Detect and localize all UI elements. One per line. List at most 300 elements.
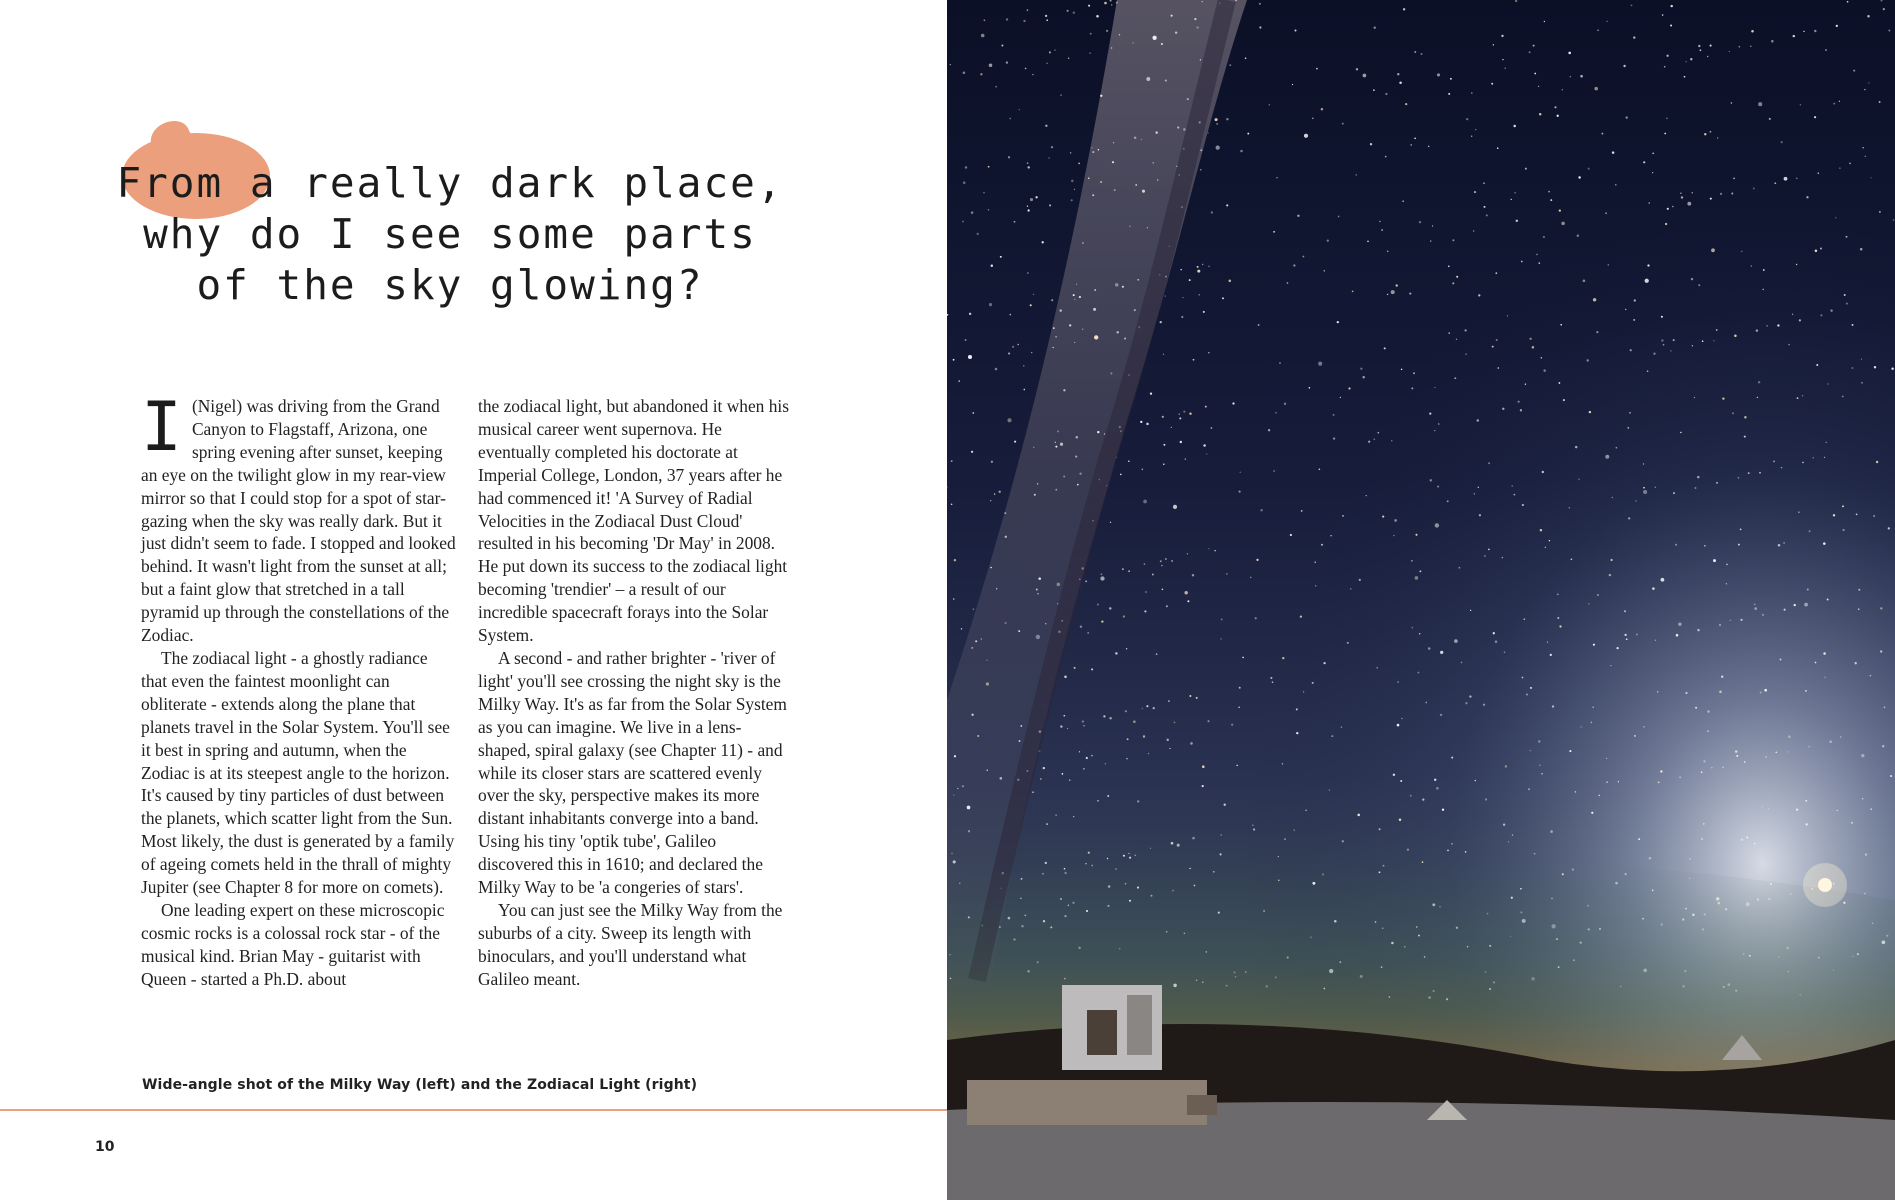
- star: [1385, 93, 1387, 95]
- star: [1796, 177, 1798, 179]
- star: [1823, 542, 1826, 545]
- star: [1812, 457, 1814, 459]
- star: [1452, 282, 1454, 284]
- star: [1085, 580, 1087, 582]
- star: [1410, 144, 1412, 146]
- star: [1874, 366, 1876, 368]
- star: [1483, 704, 1485, 706]
- star: [1045, 15, 1047, 17]
- star: [1156, 653, 1158, 655]
- star: [1316, 68, 1318, 70]
- star: [1624, 610, 1626, 612]
- star: [1687, 202, 1691, 206]
- star: [1205, 406, 1207, 408]
- star: [1662, 14, 1664, 16]
- star: [1160, 560, 1162, 562]
- star: [1710, 45, 1712, 47]
- star: [1115, 652, 1118, 655]
- star: [1893, 219, 1895, 221]
- star: [1447, 500, 1449, 502]
- star: [1836, 25, 1838, 27]
- star: [1255, 617, 1257, 619]
- star: [1842, 529, 1844, 531]
- star: [1815, 662, 1817, 664]
- star: [1397, 724, 1400, 727]
- star: [1200, 149, 1202, 151]
- star: [1403, 8, 1405, 10]
- star: [1803, 31, 1804, 32]
- star: [1884, 707, 1886, 709]
- star: [1165, 79, 1167, 81]
- star: [1434, 430, 1435, 431]
- star: [1815, 250, 1818, 253]
- star: [1760, 692, 1762, 694]
- star: [1360, 368, 1362, 370]
- star: [1692, 345, 1693, 346]
- star: [1601, 133, 1603, 135]
- star: [989, 303, 992, 306]
- star: [1014, 221, 1016, 223]
- star: [1337, 321, 1339, 323]
- star: [1202, 765, 1205, 768]
- star: [1004, 512, 1006, 514]
- star: [995, 368, 998, 371]
- star: [1870, 675, 1872, 677]
- star: [1282, 657, 1284, 659]
- star: [1720, 193, 1722, 195]
- star: [1206, 453, 1207, 454]
- star: [1162, 416, 1164, 418]
- star: [1751, 265, 1752, 266]
- star: [1114, 189, 1116, 191]
- star: [1146, 705, 1148, 707]
- star: [1464, 329, 1466, 331]
- star: [984, 19, 986, 21]
- drop-cap: I: [141, 388, 182, 467]
- star: [1804, 603, 1808, 607]
- star: [1719, 691, 1722, 694]
- star: [1826, 442, 1827, 443]
- star: [1689, 858, 1691, 860]
- star: [1541, 773, 1543, 775]
- star: [1452, 239, 1454, 241]
- star: [1744, 416, 1747, 419]
- star: [1691, 278, 1693, 280]
- star: [1189, 695, 1191, 697]
- star: [1612, 151, 1615, 154]
- star: [1229, 280, 1232, 283]
- star: [1402, 201, 1403, 202]
- star: [1073, 294, 1075, 296]
- star: [1777, 324, 1779, 326]
- star: [1057, 603, 1058, 604]
- star: [1488, 549, 1490, 551]
- star: [1526, 693, 1528, 695]
- star: [1761, 806, 1762, 807]
- star: [1568, 52, 1571, 55]
- star: [1417, 672, 1419, 674]
- star: [1111, 47, 1112, 48]
- star: [1796, 264, 1797, 265]
- star: [1448, 93, 1450, 95]
- star: [1415, 534, 1417, 536]
- star: [1534, 853, 1536, 855]
- star: [1491, 83, 1493, 85]
- star: [1716, 329, 1718, 331]
- star: [1077, 484, 1079, 486]
- star: [1098, 149, 1100, 151]
- star: [953, 794, 954, 795]
- star: [1711, 767, 1713, 769]
- star: [1516, 220, 1518, 222]
- star: [1625, 309, 1626, 310]
- star: [1239, 491, 1241, 493]
- star: [1820, 314, 1822, 316]
- star: [1203, 444, 1206, 447]
- star: [1430, 479, 1432, 481]
- star: [1129, 225, 1130, 226]
- star: [990, 500, 991, 501]
- star: [1673, 339, 1675, 341]
- star: [1378, 432, 1380, 434]
- star: [1027, 205, 1028, 206]
- chapter-title: [110, 158, 790, 311]
- star: [1549, 540, 1550, 541]
- star: [1563, 399, 1565, 401]
- star: [1647, 264, 1649, 266]
- star: [1070, 152, 1071, 153]
- star: [995, 86, 997, 88]
- star: [1329, 789, 1330, 790]
- star: [1518, 401, 1520, 403]
- star: [1891, 368, 1893, 370]
- star: [971, 714, 973, 716]
- star: [1814, 116, 1816, 118]
- star: [1134, 309, 1136, 311]
- star: [1436, 787, 1439, 790]
- star: [1067, 728, 1068, 729]
- star: [1492, 346, 1494, 348]
- star: [1862, 798, 1864, 800]
- star: [1474, 493, 1475, 494]
- star: [1409, 293, 1411, 295]
- star: [1559, 209, 1561, 211]
- star: [1153, 162, 1154, 163]
- star: [1440, 651, 1443, 654]
- star: [1055, 446, 1057, 448]
- star: [1707, 710, 1709, 712]
- star: [1074, 667, 1076, 669]
- star: [951, 504, 953, 506]
- star: [1844, 294, 1846, 296]
- star: [1830, 309, 1832, 311]
- star: [1171, 15, 1173, 17]
- star: [1731, 193, 1733, 195]
- star: [1063, 715, 1065, 717]
- star: [1134, 855, 1136, 857]
- star: [1479, 514, 1481, 516]
- star: [1413, 372, 1415, 374]
- body-paragraph: [141, 388, 456, 647]
- star: [1503, 824, 1505, 826]
- star: [1591, 812, 1593, 814]
- star: [1368, 441, 1370, 443]
- star: [1303, 256, 1305, 258]
- star: [1428, 146, 1429, 147]
- star: [1401, 369, 1402, 370]
- star: [1864, 89, 1865, 90]
- star: [1731, 102, 1732, 103]
- star: [1547, 641, 1548, 642]
- star: [1792, 314, 1793, 315]
- star: [1609, 574, 1611, 576]
- star: [1849, 163, 1851, 165]
- star: [1009, 314, 1011, 316]
- star: [1568, 507, 1570, 509]
- star: [1055, 489, 1057, 491]
- star: [1312, 682, 1314, 684]
- star: [1060, 94, 1062, 96]
- star: [1764, 689, 1767, 692]
- star: [1160, 321, 1162, 323]
- star: [1888, 30, 1890, 32]
- star: [1839, 101, 1840, 102]
- star: [1475, 129, 1476, 130]
- star: [1067, 10, 1069, 12]
- star: [1009, 118, 1011, 120]
- star: [1652, 587, 1655, 590]
- star: [1697, 476, 1700, 479]
- star: [1504, 67, 1505, 68]
- star: [1014, 441, 1016, 443]
- star: [1665, 223, 1667, 225]
- star: [1829, 740, 1832, 743]
- star: [1305, 810, 1307, 812]
- star: [953, 359, 955, 361]
- star: [1215, 118, 1218, 121]
- star: [1373, 89, 1375, 91]
- star: [1470, 610, 1471, 611]
- star: [1717, 137, 1718, 138]
- star: [1478, 487, 1479, 488]
- star: [1525, 168, 1527, 170]
- star: [1110, 522, 1111, 523]
- star: [1828, 383, 1829, 384]
- star: [1133, 720, 1136, 723]
- star: [1704, 133, 1706, 135]
- star: [1020, 725, 1022, 727]
- star: [1432, 225, 1433, 226]
- star: [1855, 662, 1857, 664]
- star: [1175, 31, 1177, 33]
- star: [1086, 757, 1088, 759]
- star: [1124, 337, 1126, 339]
- star: [1618, 781, 1619, 782]
- star: [1359, 579, 1361, 581]
- star: [1183, 128, 1186, 131]
- star: [1751, 30, 1754, 33]
- star: [1471, 92, 1472, 93]
- star: [1259, 26, 1261, 28]
- star: [1596, 331, 1598, 333]
- star: [1411, 560, 1413, 562]
- star: [1741, 838, 1743, 840]
- star: [1055, 336, 1057, 338]
- star: [1862, 147, 1863, 148]
- star: [1270, 677, 1272, 679]
- star: [1169, 748, 1170, 749]
- star: [1027, 209, 1029, 211]
- star: [977, 735, 979, 737]
- star: [1092, 194, 1094, 196]
- star: [1670, 5, 1672, 7]
- star: [1202, 785, 1204, 787]
- star: [1133, 42, 1134, 43]
- star: [1190, 742, 1193, 745]
- star: [1729, 51, 1730, 52]
- star: [954, 559, 956, 561]
- star: [1806, 196, 1808, 198]
- star: [1783, 542, 1785, 544]
- star: [1827, 599, 1829, 601]
- star: [1106, 30, 1108, 32]
- star: [1032, 74, 1033, 75]
- star: [1104, 433, 1105, 434]
- star: [1097, 431, 1099, 433]
- star: [1679, 776, 1681, 778]
- star: [1367, 241, 1369, 243]
- star: [1448, 266, 1450, 268]
- star: [1856, 514, 1858, 516]
- star: [1694, 397, 1695, 398]
- star: [1327, 239, 1329, 241]
- star: [1702, 340, 1704, 342]
- star: [1163, 444, 1165, 446]
- star: [1379, 221, 1381, 223]
- star: [1434, 779, 1436, 781]
- star: [1809, 530, 1811, 532]
- star: [1105, 763, 1107, 765]
- star: [1695, 487, 1697, 489]
- star: [1465, 353, 1466, 354]
- star: [1450, 78, 1452, 80]
- star: [1239, 687, 1241, 689]
- star: [1163, 463, 1164, 464]
- star: [1019, 109, 1020, 110]
- star: [1143, 500, 1147, 504]
- star: [1113, 142, 1114, 143]
- star: [1538, 740, 1540, 742]
- star: [1096, 15, 1099, 18]
- star: [1352, 291, 1354, 293]
- night-sky-photo: [947, 0, 1895, 1200]
- star: [1107, 858, 1108, 859]
- star: [1550, 654, 1552, 656]
- star: [1681, 196, 1683, 198]
- star: [1532, 346, 1535, 349]
- star: [1128, 853, 1129, 854]
- star: [1137, 279, 1139, 281]
- star: [994, 493, 995, 494]
- star: [1150, 848, 1151, 849]
- star: [1080, 626, 1082, 628]
- star: [1100, 181, 1102, 183]
- star: [1870, 808, 1872, 810]
- star: [1119, 34, 1120, 35]
- star: [1545, 547, 1546, 548]
- star: [1709, 131, 1711, 133]
- star: [1816, 364, 1818, 366]
- star: [1580, 75, 1583, 78]
- star: [1203, 311, 1205, 313]
- star: [1240, 150, 1243, 153]
- star: [1379, 828, 1381, 830]
- star: [1544, 21, 1545, 22]
- star: [1333, 414, 1335, 416]
- star: [1269, 104, 1270, 105]
- star: [1145, 591, 1146, 592]
- star: [1698, 284, 1700, 286]
- star: [1800, 104, 1802, 106]
- star: [1560, 324, 1562, 326]
- star: [1370, 143, 1372, 145]
- star: [1357, 814, 1360, 817]
- star: [1057, 583, 1061, 587]
- star: [1652, 152, 1654, 154]
- star: [1036, 589, 1038, 591]
- star: [1799, 319, 1801, 321]
- star: [1082, 242, 1084, 244]
- star: [1216, 123, 1218, 125]
- star: [1541, 357, 1543, 359]
- star: [1296, 732, 1298, 734]
- star: [1797, 397, 1799, 399]
- star: [1366, 495, 1367, 496]
- star: [1273, 470, 1275, 472]
- star: [1294, 830, 1295, 831]
- star: [1477, 419, 1479, 421]
- star: [1208, 352, 1209, 353]
- star: [1680, 192, 1682, 194]
- star: [1865, 156, 1866, 157]
- star: [1879, 211, 1881, 213]
- star: [1221, 834, 1222, 835]
- star: [1824, 457, 1825, 458]
- star: [1529, 338, 1531, 340]
- star: [986, 682, 989, 685]
- star: [1744, 761, 1745, 762]
- star: [1319, 469, 1321, 471]
- star: [1129, 857, 1131, 859]
- star: [1701, 838, 1703, 840]
- star: [1174, 722, 1176, 724]
- star: [1540, 529, 1542, 531]
- star: [1420, 53, 1422, 55]
- star: [1539, 113, 1541, 115]
- star: [1552, 705, 1554, 707]
- star: [1880, 607, 1882, 609]
- star: [1397, 73, 1399, 75]
- star: [1562, 89, 1563, 90]
- star: [1448, 332, 1450, 334]
- body-paragraph: The zodiacal light - a ghostly radiance that even the faintest moonlight can obliterate - extends along the plane that planets travel in the Solar System. You'll see it best in spring and autumn, when the Zodiac is at its steepest angle to the horizon. It's caused by tiny particles of dust between the planets, which scatter light from the Sun. Most likely, the dust is generated by a family of ageing comets held in the thrall of mighty Jupiter (see Chapter 8 for more on comets).: [141, 647, 455, 898]
- star: [1623, 65, 1625, 67]
- star: [1242, 657, 1244, 659]
- star: [1692, 192, 1693, 193]
- star: [999, 491, 1001, 493]
- star: [1818, 172, 1820, 174]
- star: [1035, 196, 1037, 198]
